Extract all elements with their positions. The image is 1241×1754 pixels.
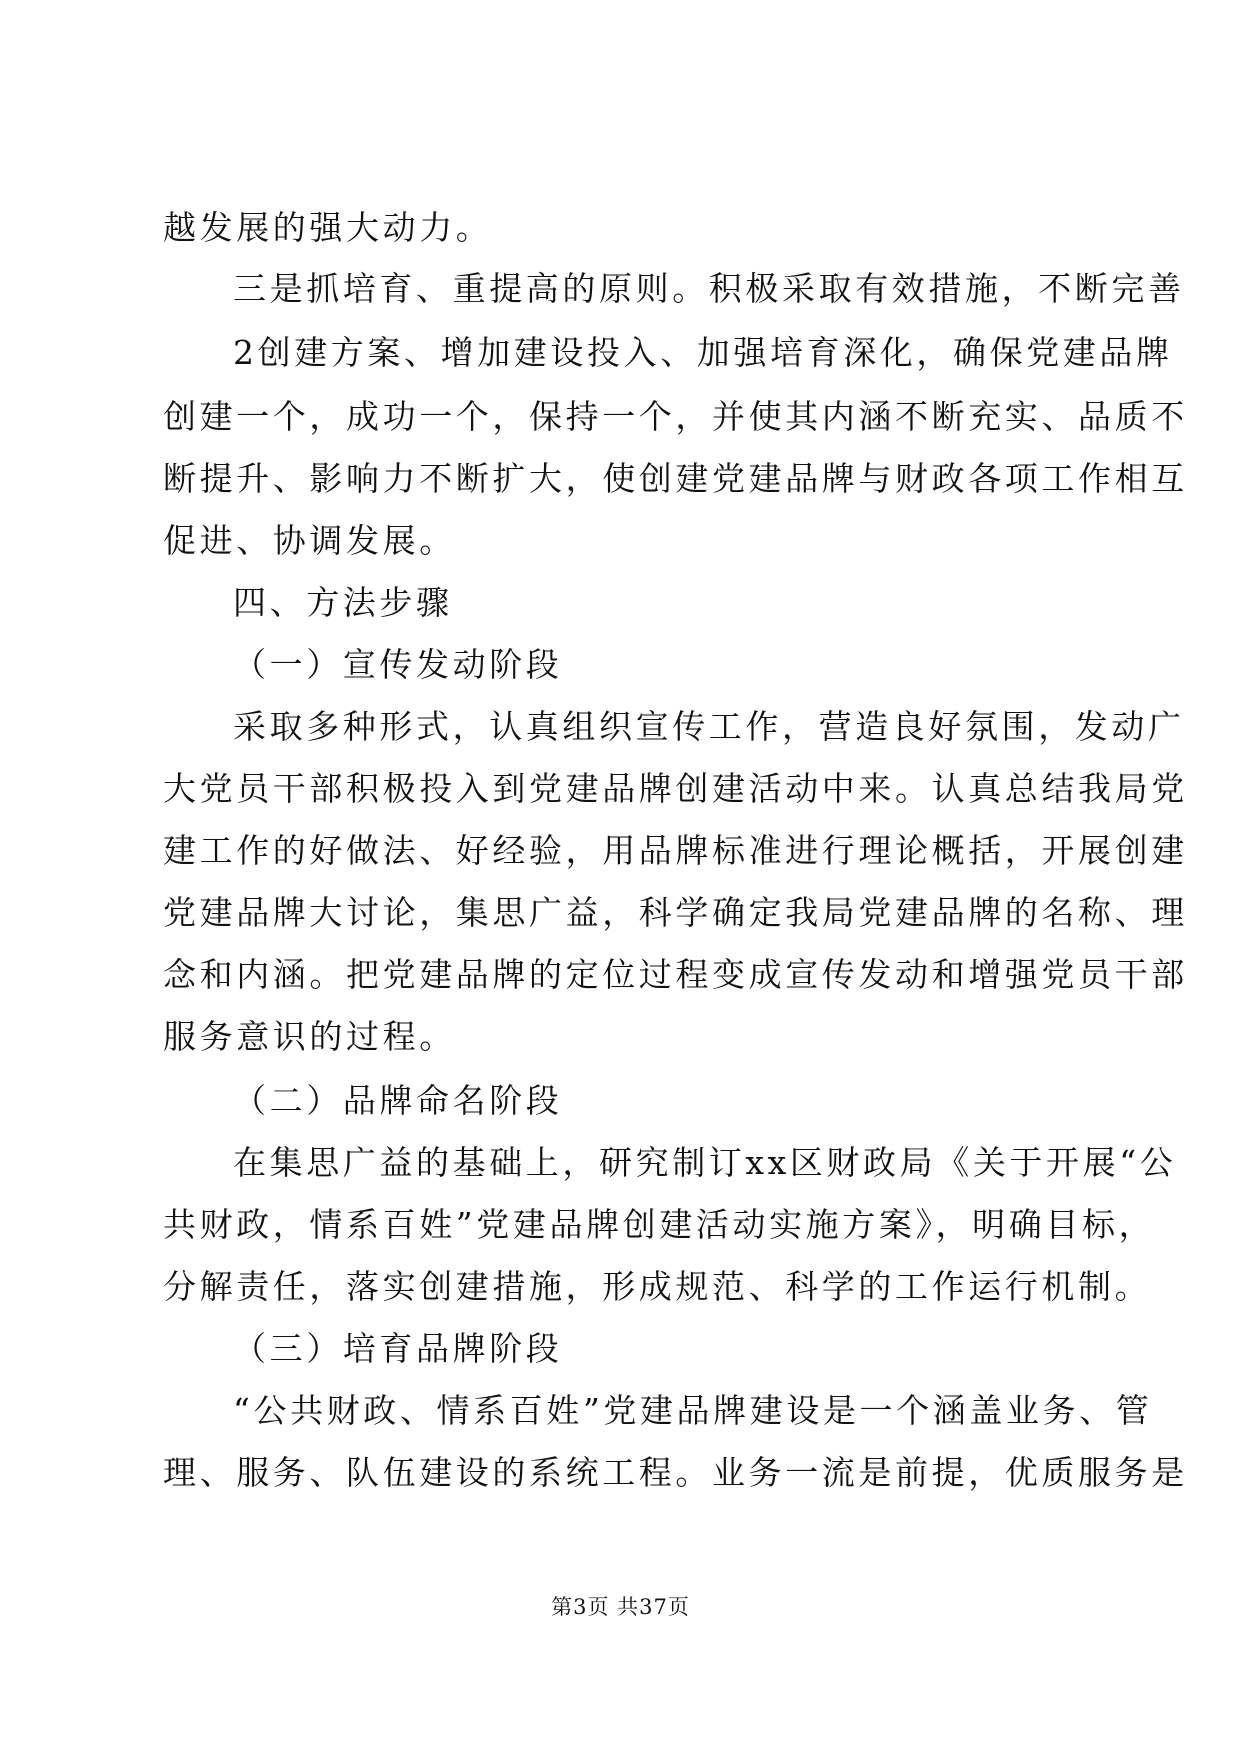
page-number-footer: 第3页 共37页 [551, 1595, 690, 1619]
text-line-6: 促进、协调发展。 [163, 521, 456, 560]
text-line-18: 分解责任，落实创建措施，形成规范、科学的工作运行机制。 [163, 1267, 1152, 1306]
text-line-4: 创建一个，成功一个，保持一个，并使其内涵不断充实、品质不 [163, 397, 1188, 436]
text-line-9: 采取多种形式，认真组织宣传工作，营造良好氛围，发动广 [233, 707, 1185, 746]
text-line-13: 念和内涵。把党建品牌的定位过程变成宣传发动和增强党员干部 [163, 955, 1188, 994]
text-line-20: “公共财政、情系百姓”党建品牌建设是一个涵盖业务、管 [233, 1391, 1153, 1430]
text-line-11: 建工作的好做法、好经验，用品牌标准进行理论概括，开展创建 [163, 831, 1188, 870]
subheading-1: （一）宣传发动阶段 [233, 645, 563, 684]
section-heading: 四、方法步骤 [233, 583, 453, 622]
text-line-21: 理、服务、队伍建设的系统工程。业务一流是前提，优质服务是 [163, 1453, 1188, 1492]
text-line-12: 党建品牌大讨论，集思广益，科学确定我局党建品牌的名称、理 [163, 893, 1188, 932]
text-line-1: 越发展的强大动力。 [163, 208, 493, 247]
text-line-14: 服务意识的过程。 [163, 1017, 456, 1056]
subheading-2: （二）品牌命名阶段 [233, 1081, 563, 1120]
text-line-16: 在集思广益的基础上，研究制订xx区财政局《关于开展“公 [233, 1143, 1177, 1182]
text-line-17: 共财政，情系百姓”党建品牌创建活动实施方案》，明确目标， [163, 1205, 1156, 1244]
subheading-3: （三）培育品牌阶段 [233, 1329, 563, 1368]
text-line-3: 2创建方案、增加建设投入、加强培育深化，确保党建品牌 [233, 333, 1173, 372]
text-line-5: 断提升、影响力不断扩大，使创建党建品牌与财政各项工作相互 [163, 459, 1188, 498]
text-line-10: 大党员干部积极投入到党建品牌创建活动中来。认真总结我局党 [163, 769, 1188, 808]
text-line-2: 三是抓培育、重提高的原则。积极采取有效措施，不断完善 [233, 269, 1185, 308]
